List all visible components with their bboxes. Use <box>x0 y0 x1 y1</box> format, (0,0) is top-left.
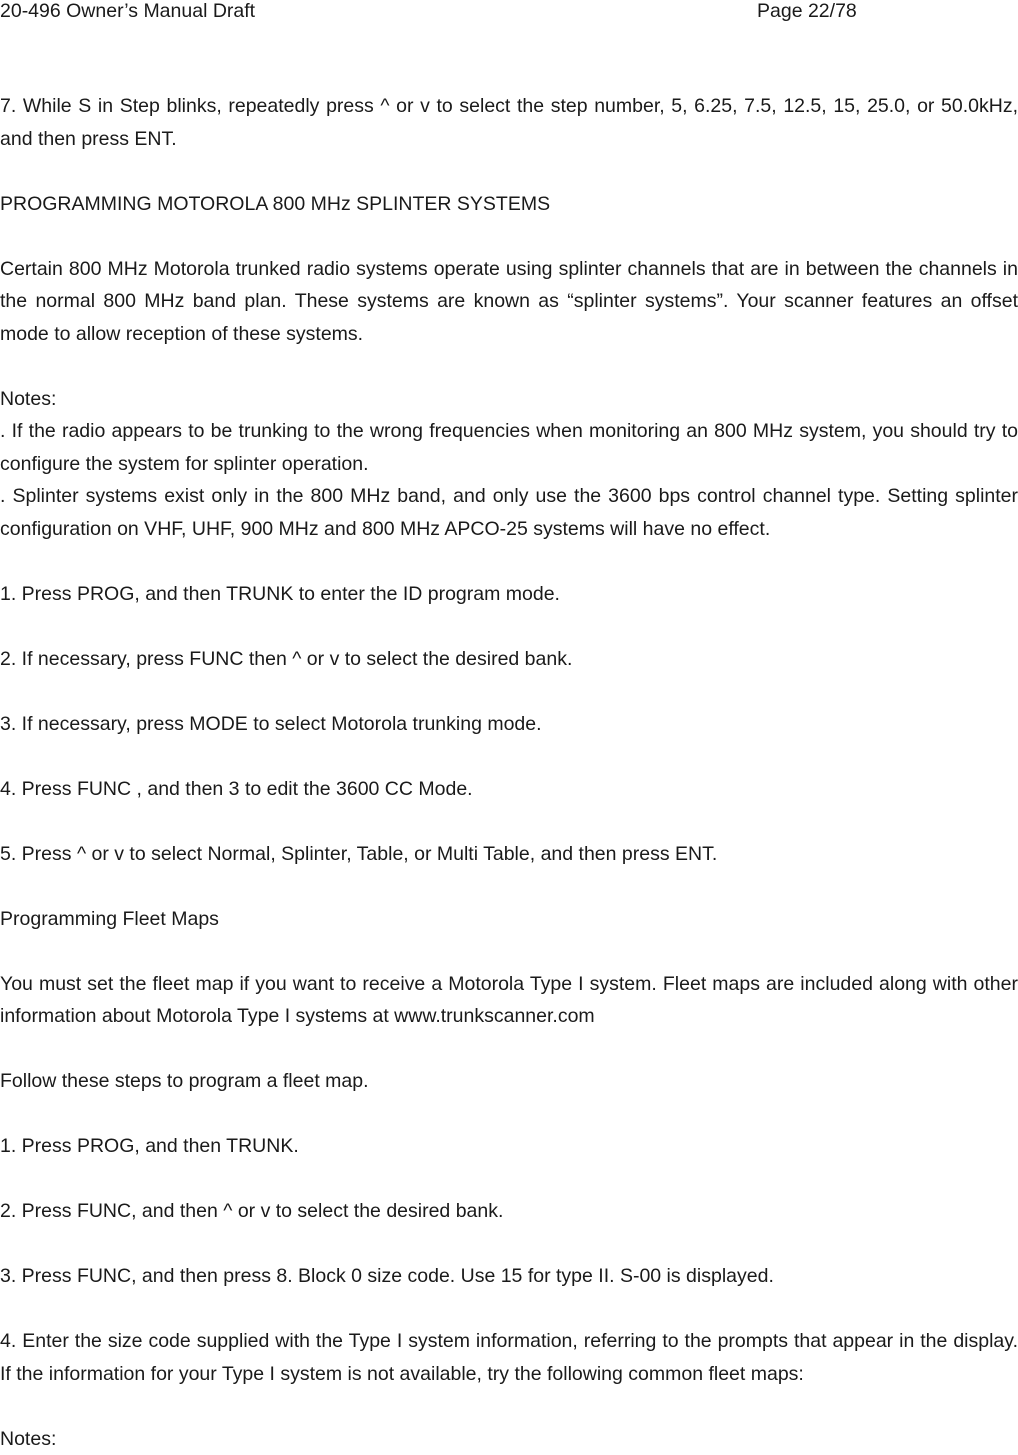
splinter-step-2: 2. If necessary, press FUNC then ^ or v to select the desired bank. <box>0 643 1018 676</box>
section-heading-splinter: PROGRAMMING MOTOROLA 800 MHz SPLINTER SYSTEMS <box>0 188 1018 221</box>
page-number: Page 22/78 <box>757 0 857 22</box>
fleet-map-intro-paragraph: You must set the fleet map if you want to receive a Motorola Type I system. Fleet maps are included along with other information about Motorola Type I systems at www.trunkscanner.com <box>0 968 1018 1033</box>
page-body <box>0 90 1018 1455</box>
fleet-step-4: 4. Enter the size code supplied with the Type I system information, referring to the prompts that appear in the display. If the information for your Type I system is not available, try the following common fleet maps: <box>0 1325 1018 1390</box>
splinter-step-4: 4. Press FUNC , and then 3 to edit the 3600 CC Mode. <box>0 773 1018 806</box>
document-title: 20-496 Owner’s Manual Draft <box>0 0 255 22</box>
splinter-step-3: 3. If necessary, press MODE to select Motorola trunking mode. <box>0 708 1018 741</box>
notes-label: Notes: <box>0 383 1018 416</box>
fleet-step-1: 1. Press PROG, and then TRUNK. <box>0 1130 1018 1163</box>
fleet-step-3: 3. Press FUNC, and then press 8. Block 0 size code. Use 15 for type II. S-00 is displayed. <box>0 1260 1018 1293</box>
splinter-intro-paragraph: Certain 800 MHz Motorola trunked radio systems operate using splinter channels that are in between the channels in the normal 800 MHz band plan. These systems are known as “splinter systems”. Your scanner features an offset mode to allow reception of these systems. <box>0 253 1018 351</box>
section-heading-fleet-maps: Programming Fleet Maps <box>0 903 1018 936</box>
step-7-paragraph: 7. While S in Step blinks, repeatedly press ^ or v to select the step number, 5, 6.25, 7.5, 12.5, 15, 25.0, or 50.0kHz, and then press ENT. <box>0 90 1018 155</box>
note-item: . Splinter systems exist only in the 800 MHz band, and only use the 3600 bps control channel type. Setting splinter configuration on VHF, UHF, 900 MHz and 800 MHz APCO-25 systems will have no effect. <box>0 480 1018 545</box>
fleet-step-2: 2. Press FUNC, and then ^ or v to select the desired bank. <box>0 1195 1018 1228</box>
splinter-step-5: 5. Press ^ or v to select Normal, Splinter, Table, or Multi Table, and then press ENT. <box>0 838 1018 871</box>
notes-label: Notes: <box>0 1423 1018 1455</box>
note-item: . If the radio appears to be trunking to the wrong frequencies when monitoring an 800 MHz system, you should try to configure the system for splinter operation. <box>0 415 1018 480</box>
splinter-step-1: 1. Press PROG, and then TRUNK to enter the ID program mode. <box>0 578 1018 611</box>
fleet-map-steps-intro: Follow these steps to program a fleet map. <box>0 1065 1018 1098</box>
page-header <box>0 0 1018 30</box>
